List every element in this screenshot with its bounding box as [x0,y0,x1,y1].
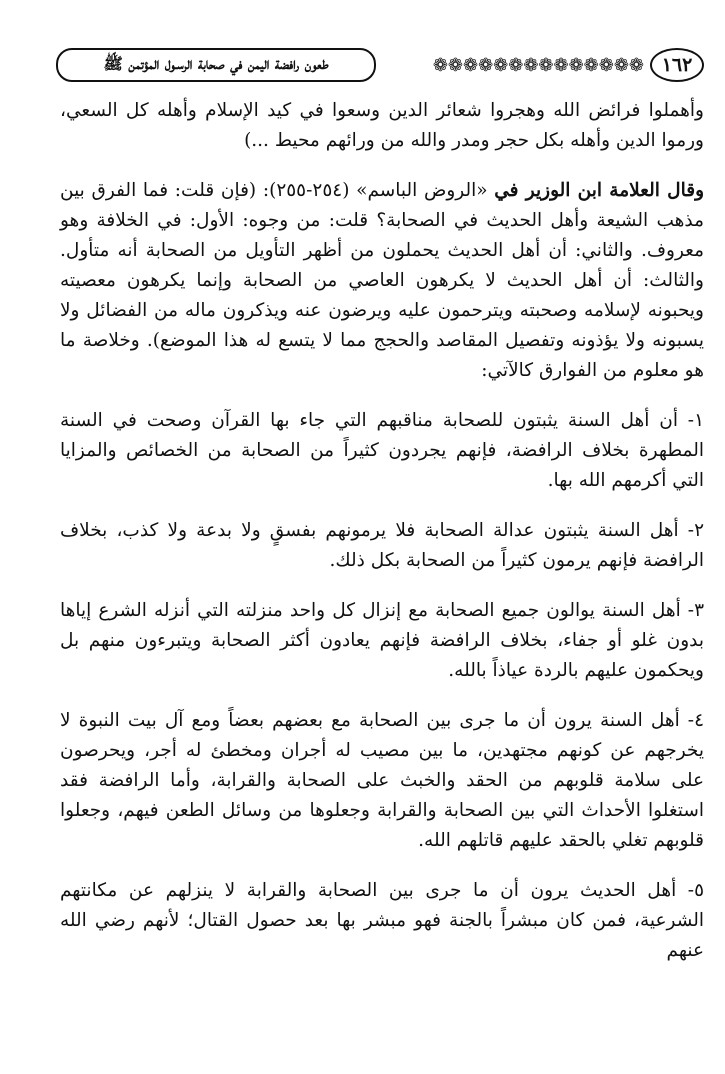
quote-body: «الروض الباسم» (٢٥٤-٢٥٥): (فإن قلت: فما الفرق بين مذهب الشيعة وأهل الحديث في الصحابة؟ قلت: من وجوه: الأول: في الخلافة وهو معروف. والثاني: أن أهل الحديث يحملون من أظهر التأويل من الصحابة أنه متأول. والثالث: أن أهل الحديث لا يكرهون العاصي من الصحابة وإنما يكرهون معصيته ويحبونه لإسلامه وصحبته ويترحمون عليه ويرضون عنه ويذكرون ماله من الفضائل ولا يسبونه ولا يؤذونه وتفصيل المقاصد والحجج مما لا يتسع له هذا الموضع). وخلاصة ما هو معلوم من الفوارق كالآتي: [60,180,704,381]
list-item-3: ٣- أهل السنة يوالون جميع الصحابة مع إنزال كل واحد منزلته التي أنزله الشرع إياها بدون غلو أو جفاء، بخلاف الرافضة فإنهم يعادون أكثر الصحابة ويتبرءون منهم بل ويحكمون عليهم بالردة عياذاً بالله. [60,600,704,681]
running-title: طعون رافضة اليمن في صحابة الرسـول المؤتمن ﷺ [56,48,376,82]
page-number: ١٦٢ [650,48,704,82]
paragraph-continuation: وأهملوا فرائض الله وهجروا شعائر الدين وسعوا في كيد الإسلام وأهله كل السعي، ورموا الدين وأهله بكل حجر ومدر والله من ورائهم محيط ...) [60,100,704,151]
paragraph-quote-ibn-alwazir [60,176,704,386]
list-item-2: ٢- أهل السنة يثبتون عدالة الصحابة فلا يرمونهم بفسقٍ ولا بدعة ولا كذب، بخلاف الرافضة فإنهم يرمون كثيراً من الصحابة بكل ذلك. [60,520,704,571]
page-header [56,46,704,88]
list-item-4: ٤- أهل السنة يرون أن ما جرى بين الصحابة مع بعضهم بعضاً ومع آل بيت النبوة لا يخرجهم عن كونهم مجتهدين، ما بين مصيب له أجران ومخطئ له أجر، ويحرصون على سلامة قلوبهم من الحقد والخبث على الصحابة والقرابة، وأما الرافضة فقد استغلوا الأحداث التي بين الصحابة والقرابة وجعلوها من وسائل الطعن فيهم، وجعلوا قلوبهم تغلي بالحقد عليهم قاتلهم الله. [60,710,704,851]
list-item-5: ٥- أهل الحديث يرون أن ما جرى بين الصحابة والقرابة لا ينزلهم عن مكانتهم الشرعية، فمن كان مبشراً بالجنة فهو مبشر بها بعد حصول القتال؛ لأنهم رضي الله عنهم [60,880,704,961]
header-ornament: ❁❁❁❁❁❁❁❁❁❁❁❁❁❁ [432,55,644,76]
quote-lead: وقال العلامة ابن الوزير في [494,180,704,201]
list-item-1: ١- أن أهل السنة يثبتون للصحابة مناقبهم التي جاء بها القرآن وصحت في السنة المطهرة بخلاف الرافضة، فإنهم يجردون كثيراً من الصحابة من الخصائص والمزايا التي أكرمهم الله بها. [60,410,704,491]
page-body [60,96,704,984]
